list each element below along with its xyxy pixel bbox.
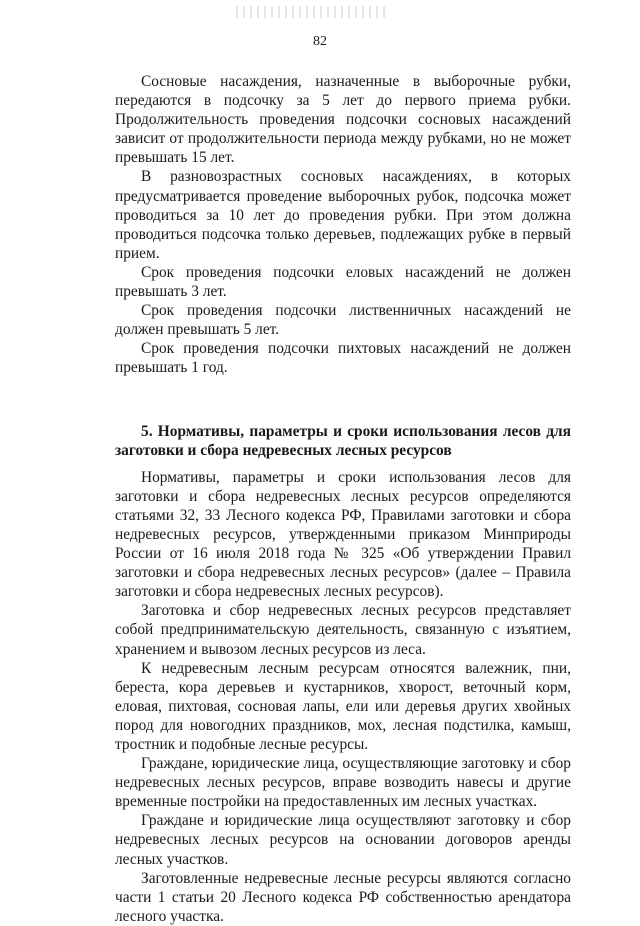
- page-number: 82: [313, 34, 327, 49]
- paragraph: Заготовленные недревесные лесные ресурсы являются согласно части 1 статьи 20 Лесного кодекса РФ собственностью арендатора лесного участка.: [115, 869, 571, 925]
- paragraph: Срок проведения подсочки еловых насаждений не должен превышать 3 лет.: [115, 263, 571, 301]
- paragraph: Заготовка и сбор недревесных лесных ресурсов представляет собой предпринимательскую деятельность, связанную с изъятием, хранением и вывозом лесных ресурсов из леса.: [115, 602, 571, 658]
- paragraph: Срок проведения подсочки пихтовых насаждений не должен превышать 1 год.: [115, 340, 571, 377]
- paragraph: Граждане и юридические лица осуществляют заготовку и сбор недревесных лесных ресурсов на основании договоров аренды лесных участков.: [115, 812, 571, 868]
- section-spacer: [115, 378, 571, 422]
- paragraph: Граждане, юридические лица, осуществляющие заготовку и сбор недревесных лесных ресурсов, вправе возводить навесы и другие временные постройки на предоставленных им лесных участках.: [115, 755, 571, 811]
- paragraph: Нормативы, параметры и сроки использования лесов для заготовки и сбора недревесных лесных ресурсов определяются статьями 32, 33 Лесного кодекса РФ, Правилами заготовки и сбора недревесных ресурсов, утвержденными приказом Минприроды России от 16 июля 2018 года № 325 «Об утверждении Правил заготовки и сбора недревесных лесных ресурсов» (далее – Правила заготовки и сбора недревесных лесных ресурсов).: [115, 468, 571, 601]
- section-heading: 5. Нормативы, параметры и сроки использования лесов для заготовки и сбора недревесных лесных ресурсов: [115, 422, 571, 459]
- paragraph: В разновозрастных сосновых насаждениях, в которых предусматривается проведение выборочных рубок, подсочка может проводиться за 10 лет до проведения рубки. При этом должна проводиться подсочка только деревьев, подлежащих рубке в первый прием.: [115, 168, 571, 262]
- document-body: [115, 72, 571, 926]
- scan-artifact: [236, 6, 386, 18]
- paragraph: Сосновые насаждения, назначенные в выборочные рубки, передаются в подсочку за 5 лет до первого приема рубки. Продолжительность проведения подсочки сосновых насаждений зависит от продолжительности периода между рубками, но не может превышать 15 лет.: [115, 73, 571, 167]
- paragraph: К недревесным лесным ресурсам относятся валежник, пни, береста, кора деревьев и кустарников, хворост, веточный корм, еловая, пихтовая, сосновая лапы, ели или деревья других хвойных пород для новогодних праздников, мох, лесная подстилка, камыш, тростник и подобные лесные ресурсы.: [115, 659, 571, 753]
- paragraph: Срок проведения подсочки лиственничных насаждений не должен превышать 5 лет.: [115, 302, 571, 339]
- heading-spacer: [115, 460, 571, 468]
